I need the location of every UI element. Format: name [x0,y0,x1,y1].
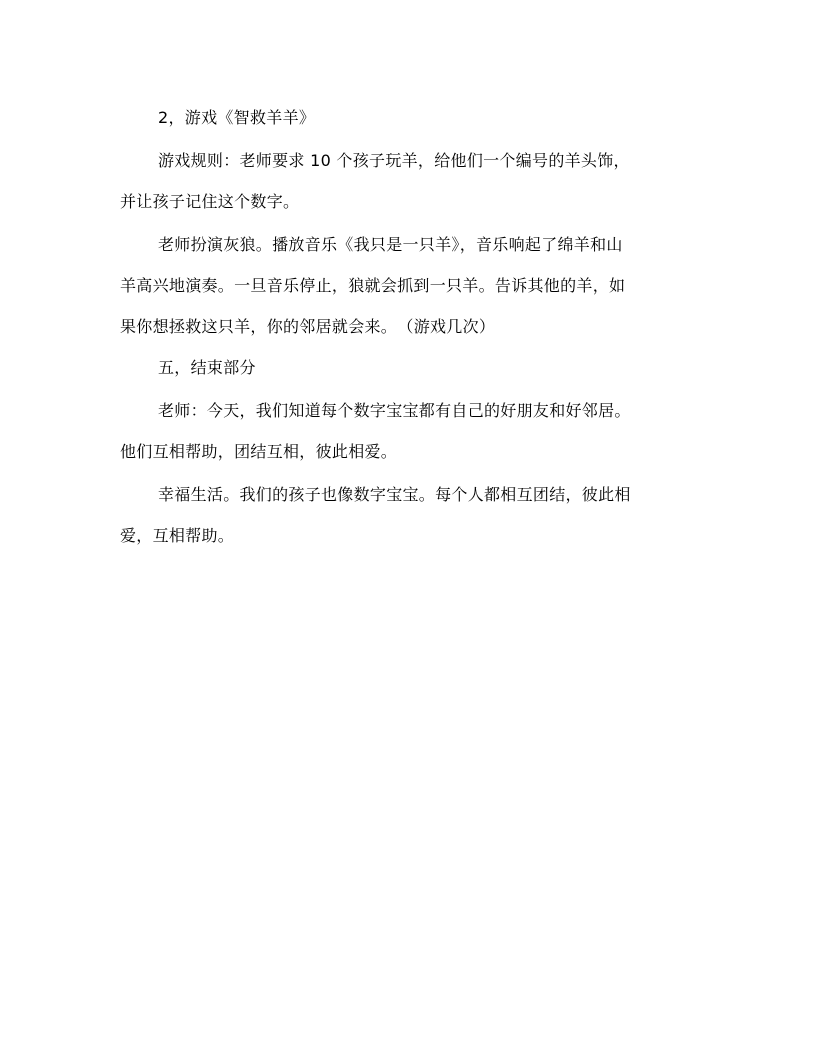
paragraph-line: 游戏规则：老师要求 10 个孩子玩羊，给他们一个编号的羊头饰， [158,151,630,170]
paragraph-line: 幸福生活。我们的孩子也像数字宝宝。每个人都相互团结，彼此相 [158,485,631,504]
paragraph-line: 爱，互相帮助。 [120,526,235,545]
paragraph-line: 羊高兴地演奏。一旦音乐停止，狼就会抓到一只羊。告诉其他的羊，如 [120,276,626,295]
section-heading-game: 2，游戏《智救羊羊》 [158,108,316,127]
paragraph-line: 老师：今天，我们知道每个数字宝宝都有自己的好朋友和好邻居。 [158,401,631,420]
paragraph-line: 果你想拯救这只羊，你的邻居就会来。 （游戏几次） [120,317,496,336]
section-heading-ending: 五，结束部分 [158,358,256,377]
paragraph-line: 老师扮演灰狼。播放音乐《我只是一只羊》，音乐响起了绵羊和山 [158,235,623,254]
paragraph-line: 并让孩子记住这个数字。 [120,192,300,211]
paragraph-line: 他们互相帮助，团结互相，彼此相爱。 [120,442,398,461]
